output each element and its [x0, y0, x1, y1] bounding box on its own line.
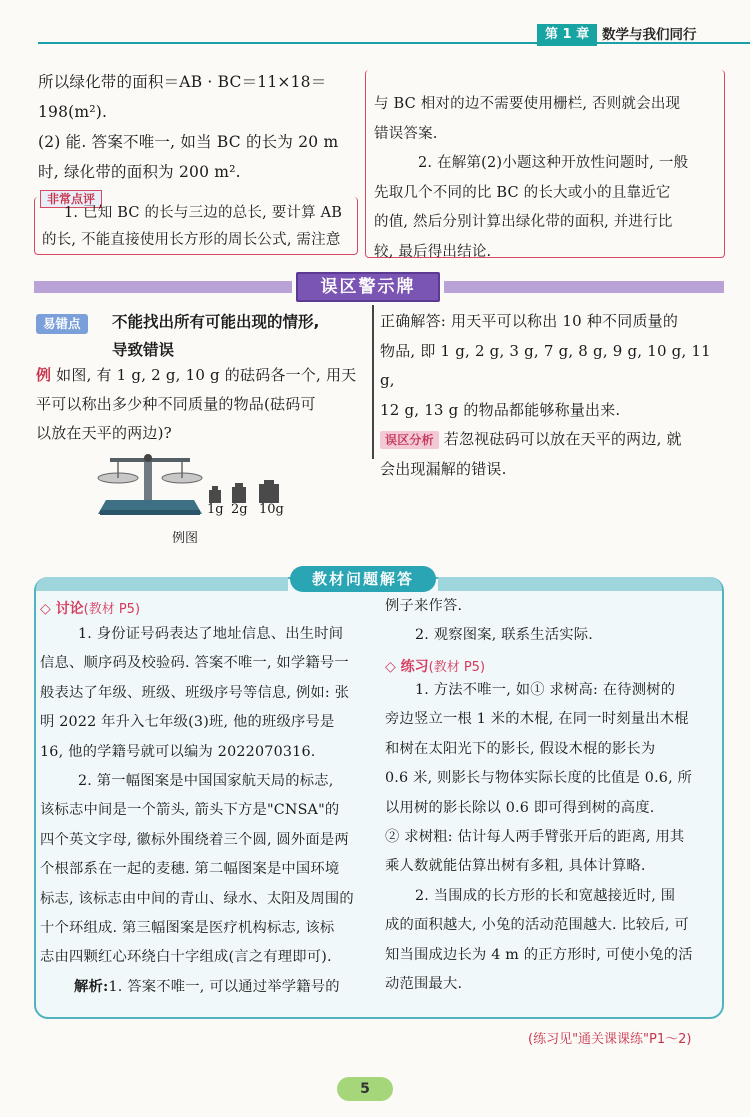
text-line: 与 BC 相对的边不需要使用栅栏, 否则就会出现 [374, 96, 681, 112]
text-line: 会出现漏解的错误. [380, 459, 507, 478]
correct-answer [380, 307, 726, 484]
analysis-tag: 误区分析 [380, 431, 439, 449]
balance-scale-icon [96, 448, 208, 516]
text-line: 2. 观察图案, 联系生活实际. [415, 627, 593, 644]
page-number: 5 [337, 1077, 393, 1101]
chapter-title: 数学与我们同行 [602, 27, 697, 43]
discuss-text [40, 620, 376, 1002]
text-line: 以放在天平的两边)? [36, 424, 172, 442]
tb-bar-left [36, 577, 288, 591]
text-line: 正确解答: 用天平可以称出 10 种不同质量的 [380, 312, 679, 330]
text-line: 该标志中间是一个箭头, 箭头下方是"CNSA"的 [40, 802, 340, 819]
text-line: 信息、顺序码及校验码. 答案不唯一, 如学籍号一 [40, 655, 349, 672]
text-line: 解析:1. 答案不唯一, 可以通过举学籍号的 [74, 978, 340, 995]
mistake-tag: 易错点 [36, 314, 88, 334]
text-line: 2. 在解第(2)小题这种开放性问题时, 一般 [418, 155, 689, 171]
text-line: 时, 绿化带的面积为 200 m². [38, 163, 241, 181]
practice-heading: ◇ 练习(教材 P5) [385, 659, 486, 675]
text-line: 四个英文字母, 徽标外围绕着三个圆, 圆外面是两 [40, 831, 349, 848]
textbook-banner: 教材问题解答 [290, 566, 436, 592]
chapter-tag: 第 1 章 [537, 24, 597, 46]
text-line: 物品, 即 1 g, 2 g, 3 g, 7 g, 8 g, 9 g, 10 g, 11 g, [380, 341, 711, 389]
text-line: 例 如图, 有 1 g, 2 g, 10 g 的砝码各一个, 用天 [36, 366, 357, 384]
text-line: 2. 当围成的长方形的长和宽越接近时, 围 [415, 887, 676, 904]
text-line: 例子来作答. [385, 598, 463, 614]
text-line: 2. 第一幅图案是中国国家航天局的标志, [78, 773, 334, 790]
text-line: 知当围成边长为 4 m 的正方形时, 可使小兔的活 [385, 946, 693, 963]
text-line: 12 g, 13 g 的物品都能够称量出来. [380, 400, 621, 419]
text-line: (2) 能. 答案不唯一, 如当 BC 的长为 20 m [38, 133, 339, 151]
text-line: 所以绿化带的面积＝AB · BC＝11×18＝ [38, 73, 327, 91]
text-line: 般表达了年级、班级、班级序号等信息, 例如: 张 [40, 684, 350, 701]
text-line: 先取几个不同的比 BC 的长大或小的且靠近它 [374, 184, 671, 201]
banner-bar-left [34, 281, 292, 293]
banner-bar-right [444, 281, 724, 293]
text-line: 平可以称出多少种不同质量的物品(砝码可 [36, 395, 316, 413]
text-line: 错误答案. [374, 125, 438, 142]
text-line: 198(m²). [38, 103, 108, 121]
text-line: 明 2022 年升入七年级(3)班, 他的班级序号是 [40, 714, 335, 731]
tip-text [42, 200, 354, 254]
practice-text [385, 676, 717, 999]
practice-reference-note: (练习见"通关课课练"P1～2) [528, 1032, 692, 1047]
textbook-right-text [385, 592, 717, 651]
text-line: 的值, 然后分别计算出绿化带的面积, 并进行比 [374, 214, 673, 230]
text-line: 0.6 米, 则影长与物体实际长度的比值是 0.6, 所 [385, 770, 693, 787]
text-line: 标志, 该标志由中间的青山、绿水、太阳及周围的 [40, 890, 354, 907]
text-line: 成的面积越大, 小兔的活动范围越大. 比较后, 可 [385, 917, 689, 934]
text-line: 和树在太阳光下的影长, 假设木棍的影长为 [385, 740, 656, 757]
text-line: 动范围最大. [385, 976, 463, 993]
text-line: 误区分析 若忽视砝码可以放在天平的两边, 就 [380, 425, 726, 455]
discuss-heading: ◇ 讨论(教材 P5) [40, 601, 141, 617]
text-line: 十个环组成. 第三幅图案是医疗机构标志, 该标 [40, 920, 335, 937]
column-divider [372, 305, 374, 459]
mistake-title [112, 308, 372, 364]
text-line: 的长, 不能直接使用长方形的周长公式, 需注意 [42, 232, 341, 248]
text-line: 旁边竖立一根 1 米的木棍, 在同一时刻量出木棍 [385, 711, 689, 728]
top-left-text [38, 67, 358, 187]
tb-bar-right [438, 577, 722, 591]
text-line: 1. 方法不唯一, 如① 求树高: 在待测树的 [415, 682, 676, 698]
top-right-text [374, 90, 724, 267]
analysis-label: 解析: [74, 978, 109, 995]
weight-label: 2g [231, 502, 248, 517]
weights-icon [207, 480, 287, 504]
example-text [36, 361, 370, 448]
text-line: ② 求树粗: 估计每人两手臂张开后的距离, 用其 [385, 829, 685, 846]
tip-tag: 非常点评 [40, 190, 102, 208]
text-line: 1. 身份证号码表达了地址信息、出生时间 [78, 626, 344, 642]
text-line: 乘人数就能估算出树有多粗, 具体计算略. [385, 858, 646, 875]
example-label: 例 [36, 366, 52, 384]
text-line: 个根部系在一起的麦穗. 第二幅图案是中国环境 [40, 861, 340, 878]
text-line: 不能找出所有可能出现的情形, [112, 313, 320, 331]
text-line: 较, 最后得出结论. [374, 243, 492, 260]
text-line: 16, 他的学籍号就可以编为 2022070316. [40, 743, 316, 760]
text-line: 志由四颗红心环绕白十字组成(言之有理即可). [40, 949, 332, 966]
figure-caption: 例图 [172, 531, 199, 546]
text-line: 导致错误 [112, 341, 175, 359]
weight-label: 1g [207, 502, 224, 517]
weight-label: 10g [259, 502, 284, 517]
section-banner: 误区警示牌 [296, 272, 440, 302]
text-line: 1. 已知 BC 的长与三边的总长, 要计算 AB [64, 205, 343, 221]
mistake-tag-wrap [36, 313, 88, 334]
text-line: 以用树的影长除以 0.6 即可得到树的高度. [385, 799, 655, 816]
